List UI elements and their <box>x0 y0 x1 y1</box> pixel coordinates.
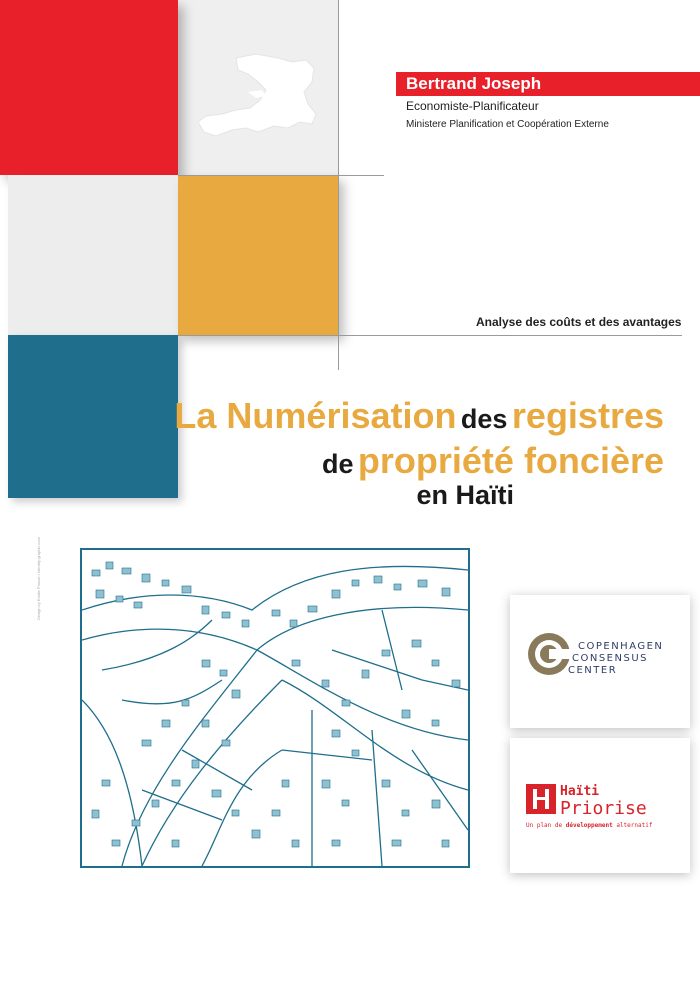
title-part: propriété foncière <box>357 440 664 481</box>
title-part: registres <box>511 395 664 436</box>
title-line-1 <box>174 395 664 437</box>
haiti-priorise-tagline <box>526 822 652 829</box>
ccc-line-2: CONSENSUS <box>572 653 648 664</box>
cadastral-map <box>80 548 470 868</box>
subtitle: Analyse des coûts et des avantages <box>476 315 682 329</box>
guide-line <box>178 335 682 336</box>
haiti-priorise-h-icon <box>526 784 556 814</box>
ccc-line-3: CENTER <box>568 665 618 676</box>
red-block <box>0 0 178 175</box>
yellow-block <box>178 175 338 335</box>
title-part: La Numérisation <box>174 395 457 436</box>
tagline-part: Un plan de <box>526 822 566 829</box>
cadastral-map-drawing <box>82 550 468 866</box>
design-credit: Design by Emilie Prouve • identity-graphic.com <box>36 537 41 620</box>
title-line-2 <box>322 440 664 482</box>
priorise-word: Priorise <box>560 798 647 819</box>
title-part: en Haïti <box>416 480 514 510</box>
ccc-line-1: COPENHAGEN <box>578 641 664 652</box>
tagline-part: développement <box>565 822 613 829</box>
teal-block <box>8 335 178 498</box>
title-part: de <box>321 449 354 479</box>
copenhagen-consensus-logo <box>510 595 690 728</box>
haiti-word: Haïti <box>560 784 600 799</box>
title-line-3 <box>416 480 514 511</box>
guide-line <box>178 175 384 176</box>
haiti-priorise-logo <box>510 738 690 873</box>
author-organization: Ministere Planification et Coopération Externe <box>406 119 609 130</box>
ccc-emblem-icon <box>526 631 572 677</box>
haiti-map-icon <box>196 52 322 148</box>
grey-block-left <box>8 175 178 335</box>
author-role: Economiste-Planificateur <box>406 99 539 113</box>
author-name: Bertrand Joseph <box>406 74 542 93</box>
tagline-part: alternatif <box>612 822 653 829</box>
guide-line <box>338 0 339 370</box>
title-part: des <box>460 404 508 434</box>
